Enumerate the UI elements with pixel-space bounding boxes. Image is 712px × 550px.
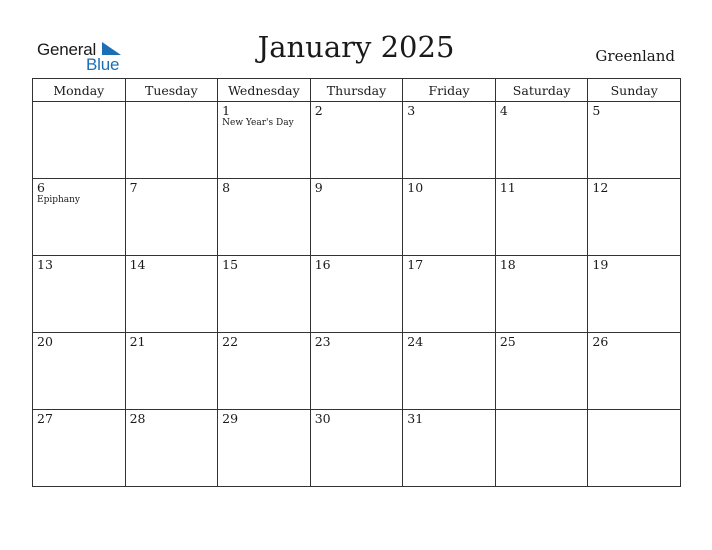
day-number: 12 (592, 180, 609, 195)
day-cell (403, 333, 496, 410)
day-cell (125, 102, 218, 179)
day-cell (310, 256, 403, 333)
day-number: 9 (314, 180, 323, 195)
weekday-header: Friday (403, 79, 496, 102)
day-number: 26 (592, 334, 609, 349)
day-cell (495, 410, 588, 487)
day-cell (125, 179, 218, 256)
day-cell (495, 102, 588, 179)
day-number: 29 (222, 411, 239, 426)
day-number: 18 (499, 257, 516, 272)
day-number: 8 (222, 180, 231, 195)
holiday-label: New Year's Day (222, 118, 294, 128)
holiday-label: Epiphany (37, 195, 81, 205)
weekday-header: Monday (33, 79, 126, 102)
weekday-header: Wednesday (218, 79, 311, 102)
week-row (33, 256, 681, 333)
day-cell (403, 410, 496, 487)
logo-text-general: General (37, 40, 97, 59)
day-cell (125, 256, 218, 333)
day-cell (403, 179, 496, 256)
day-number: 20 (37, 334, 53, 349)
day-number: 1 (222, 103, 231, 118)
weekday-header: Thursday (310, 79, 403, 102)
day-number: 13 (37, 257, 53, 272)
day-number: 31 (407, 411, 424, 426)
day-number: 4 (499, 103, 508, 118)
day-cell (310, 102, 403, 179)
day-cell (33, 410, 126, 487)
day-number: 3 (407, 103, 416, 118)
day-number: 23 (314, 334, 331, 349)
day-cell (403, 256, 496, 333)
day-cell (33, 256, 126, 333)
day-cell (588, 179, 681, 256)
weekday-header: Tuesday (125, 79, 218, 102)
day-cell (33, 102, 126, 179)
day-cell (218, 333, 311, 410)
day-number: 22 (222, 334, 239, 349)
day-cell (218, 256, 311, 333)
day-number: 17 (407, 257, 424, 272)
day-number: 27 (37, 411, 53, 426)
day-number: 16 (314, 257, 331, 272)
day-cell (310, 410, 403, 487)
day-cell (588, 333, 681, 410)
day-number: 19 (592, 257, 609, 272)
day-number: 28 (129, 411, 146, 426)
week-row (33, 179, 681, 256)
day-number: 6 (37, 180, 45, 195)
day-cell (495, 333, 588, 410)
weekday-header: Saturday (495, 79, 588, 102)
day-cell (403, 102, 496, 179)
day-number: 30 (314, 411, 331, 426)
day-number: 7 (129, 180, 138, 195)
day-cell (125, 333, 218, 410)
day-cell (125, 410, 218, 487)
weekday-header: Sunday (588, 79, 681, 102)
region-label: Greenland (595, 47, 675, 65)
day-cell (33, 179, 126, 256)
page-title: January 2025 (257, 30, 455, 64)
day-cell (218, 102, 311, 179)
day-cell (588, 410, 681, 487)
week-row (33, 333, 681, 410)
day-cell (495, 256, 588, 333)
day-number: 25 (499, 334, 516, 349)
day-cell (495, 179, 588, 256)
day-number: 2 (314, 103, 323, 118)
day-number: 24 (407, 334, 424, 349)
day-number: 21 (129, 334, 146, 349)
logo-text-blue: Blue (86, 55, 120, 74)
week-row (33, 410, 681, 487)
day-cell (310, 333, 403, 410)
day-cell (588, 102, 681, 179)
day-cell (218, 410, 311, 487)
day-cell (588, 256, 681, 333)
day-number: 11 (499, 180, 516, 195)
day-cell (218, 179, 311, 256)
day-cell (33, 333, 126, 410)
day-number: 10 (407, 180, 424, 195)
day-number: 15 (222, 257, 239, 272)
day-cell (310, 179, 403, 256)
day-number: 5 (592, 103, 601, 118)
day-number: 14 (129, 257, 146, 272)
month-calendar-grid (32, 78, 681, 487)
weekday-header-row (33, 79, 681, 102)
week-row (33, 102, 681, 179)
